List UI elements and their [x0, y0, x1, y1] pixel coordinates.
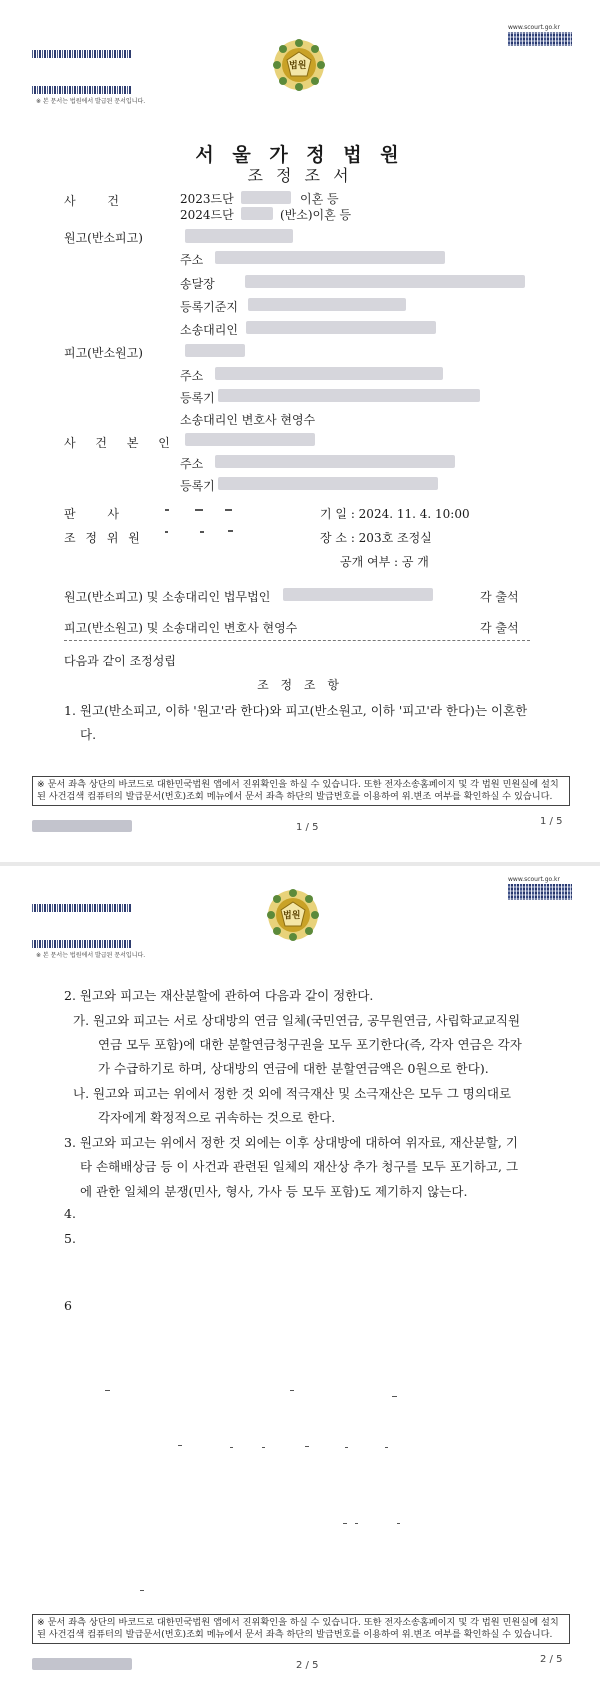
- issue-number-redacted: [32, 1658, 132, 1670]
- court-emblem-icon: [266, 888, 320, 942]
- defendant-field-registry: 등록기: [180, 391, 215, 405]
- principal-field-registry: 등록기: [180, 479, 215, 493]
- page-number-right: 2 / 5: [540, 1654, 563, 1665]
- redacted-plaintiff-name: [185, 229, 293, 243]
- court-name: 서 울 가 정 법 원: [195, 144, 405, 166]
- authenticity-notice: ※ 문서 좌측 상단의 바코드로 대한민국법원 앱에서 진위확인을 하실 수 있습니다. 또한 전자소송홈페이지 및 각 법원 민원실에 설치된 사건검색 컴퓨터의 발급문서(번호)조회 메뉴에서 문서 좌측 하단의 발급번호를 이용하여 위.변조 여부를 확인하실 수 있습니다.: [32, 1614, 570, 1644]
- term-2a-line-1: 가. 원고와 피고는 서로 상대방의 연금 일체(국민연금, 공무원연금, 사립학교교직원: [73, 1013, 521, 1028]
- hearing-place: 장 소 : 203호 조정실: [320, 531, 432, 545]
- issue-barcode: [32, 50, 132, 58]
- term-2a-line-2: 연금 모두 포함)에 대한 분할연금청구권을 모두 포기한다(즉, 각자 연금은 각자: [98, 1037, 522, 1052]
- redacted-registry: [218, 477, 438, 490]
- term-2b-line-2: 각자에게 확정적으로 귀속하는 것으로 한다.: [98, 1110, 336, 1125]
- term-6: 6: [64, 1298, 72, 1313]
- term-5: 5.: [64, 1231, 76, 1246]
- term-3-line-2: 타 손해배상금 등 이 사건과 관련된 일체의 재산상 추가 청구를 모두 포기하고, 그: [80, 1159, 519, 1174]
- principal-field-address: 주소: [180, 457, 204, 471]
- header-url: www.scourt.go.kr: [508, 876, 560, 883]
- attendance-defendant: 피고(반소원고) 및 소송대리인 변호사 현영수: [64, 621, 298, 635]
- court-emblem-icon: [272, 38, 326, 92]
- attendance-defendant-status: 각 출석: [480, 621, 519, 635]
- redacted-case-number: [241, 191, 291, 204]
- redacted-registry: [248, 298, 406, 311]
- case-label: 사 건: [64, 194, 133, 208]
- header-url: www.scourt.go.kr: [508, 24, 560, 31]
- attendance-plaintiff-status: 각 출석: [480, 590, 519, 604]
- term-1-line-2: 다.: [80, 727, 97, 742]
- redacted-law-firm: [283, 588, 433, 601]
- terms-heading: 조 정 조 항: [257, 678, 343, 692]
- hearing-date: 기 일 : 2024. 11. 4. 10:00: [320, 507, 470, 521]
- emblem-text: 법원: [289, 61, 307, 71]
- redacted-service-address: [245, 275, 525, 288]
- plaintiff-field-counsel: 소송대리인: [180, 323, 238, 337]
- judge-label: 판 사: [64, 507, 133, 521]
- barcode-caption: ※ 본 문서는 법원에서 발급된 문서입니다.: [36, 98, 146, 105]
- plaintiff-field-service: 송달장: [180, 277, 215, 291]
- term-1-line-1: 1. 원고(반소피고, 이하 '원고'라 한다)와 피고(반소원고, 이하 '피고'라 한다)는 이혼한: [64, 703, 528, 718]
- redacted-address: [215, 367, 443, 380]
- redacted-counsel: [246, 321, 436, 334]
- issue-barcode: [32, 904, 132, 912]
- term-2b-line-1: 나. 원고와 피고는 위에서 정한 것 외에 적극재산 및 소극재산은 모두 그 명의대로: [73, 1086, 512, 1101]
- attendance-plaintiff: 원고(반소피고) 및 소송대리인 법무법인: [64, 590, 271, 604]
- term-3-line-3: 에 관한 일체의 분쟁(민사, 형사, 가사 등 모두 포함)도 제기하지 않는다.: [80, 1184, 468, 1199]
- verification-barcode: [508, 32, 572, 46]
- barcode-caption: ※ 본 문서는 법원에서 발급된 문서입니다.: [36, 952, 146, 959]
- document-page-2: [0, 866, 600, 1698]
- issue-barcode-2: [32, 86, 132, 94]
- divider: [64, 640, 530, 641]
- redacted-address: [215, 251, 445, 264]
- page-number-right: 1 / 5: [540, 816, 563, 827]
- plaintiff-field-registry: 등록기준지: [180, 300, 238, 314]
- issue-number-redacted: [32, 820, 132, 832]
- case-name-1: 이혼 등: [300, 192, 339, 206]
- redacted-principal-name: [185, 433, 315, 446]
- page-number: 1 / 5: [296, 822, 319, 833]
- defendant-field-address: 주소: [180, 369, 204, 383]
- page-number: 2 / 5: [296, 1660, 319, 1671]
- mediation-result: 다음과 같이 조정성립: [64, 654, 176, 668]
- mediator-label: 조 정 위 원: [64, 531, 143, 545]
- verification-barcode: [508, 884, 572, 900]
- term-4: 4.: [64, 1206, 76, 1221]
- term-3-line-1: 3. 원고와 피고는 위에서 정한 것 외에는 이후 상대방에 대하여 위자료, 재산분할, 기: [64, 1135, 518, 1150]
- plaintiff-label: 원고(반소피고): [64, 231, 143, 245]
- redacted-address: [215, 455, 455, 468]
- plaintiff-field-address: 주소: [180, 253, 204, 267]
- case-name-2: (반소)이혼 등: [280, 208, 352, 222]
- redacted-defendant-name: [185, 344, 245, 357]
- defendant-label: 피고(반소원고): [64, 346, 143, 360]
- emblem-text: 법원: [283, 911, 301, 921]
- issue-barcode-2: [32, 940, 132, 948]
- principal-label: 사 건 본 인: [64, 436, 178, 450]
- redacted-registry: [218, 389, 480, 402]
- case-number-2: 2024드단: [180, 208, 234, 222]
- term-2a-line-3: 가 수급하기로 하며, 상대방의 연금에 대한 분할연금액은 0원으로 한다).: [98, 1061, 489, 1076]
- authenticity-notice: ※ 문서 좌측 상단의 바코드로 대한민국법원 앱에서 진위확인을 하실 수 있습니다. 또한 전자소송홈페이지 및 각 법원 민원실에 설치된 사건검색 컴퓨터의 발급문서(번호)조회 메뉴에서 문서 좌측 하단의 발급번호를 이용하여 위.변조 여부를 확인하실 수 있습니다.: [32, 776, 570, 806]
- case-number-1: 2023드단: [180, 192, 234, 206]
- defendant-counsel: 소송대리인 변호사 현영수: [180, 413, 316, 427]
- document-title: 조 정 조 서: [247, 166, 353, 185]
- redacted-case-number: [241, 207, 273, 220]
- public-status: 공개 여부 : 공 개: [340, 555, 429, 569]
- term-2: 2. 원고와 피고는 재산분할에 관하여 다음과 같이 정한다.: [64, 988, 374, 1003]
